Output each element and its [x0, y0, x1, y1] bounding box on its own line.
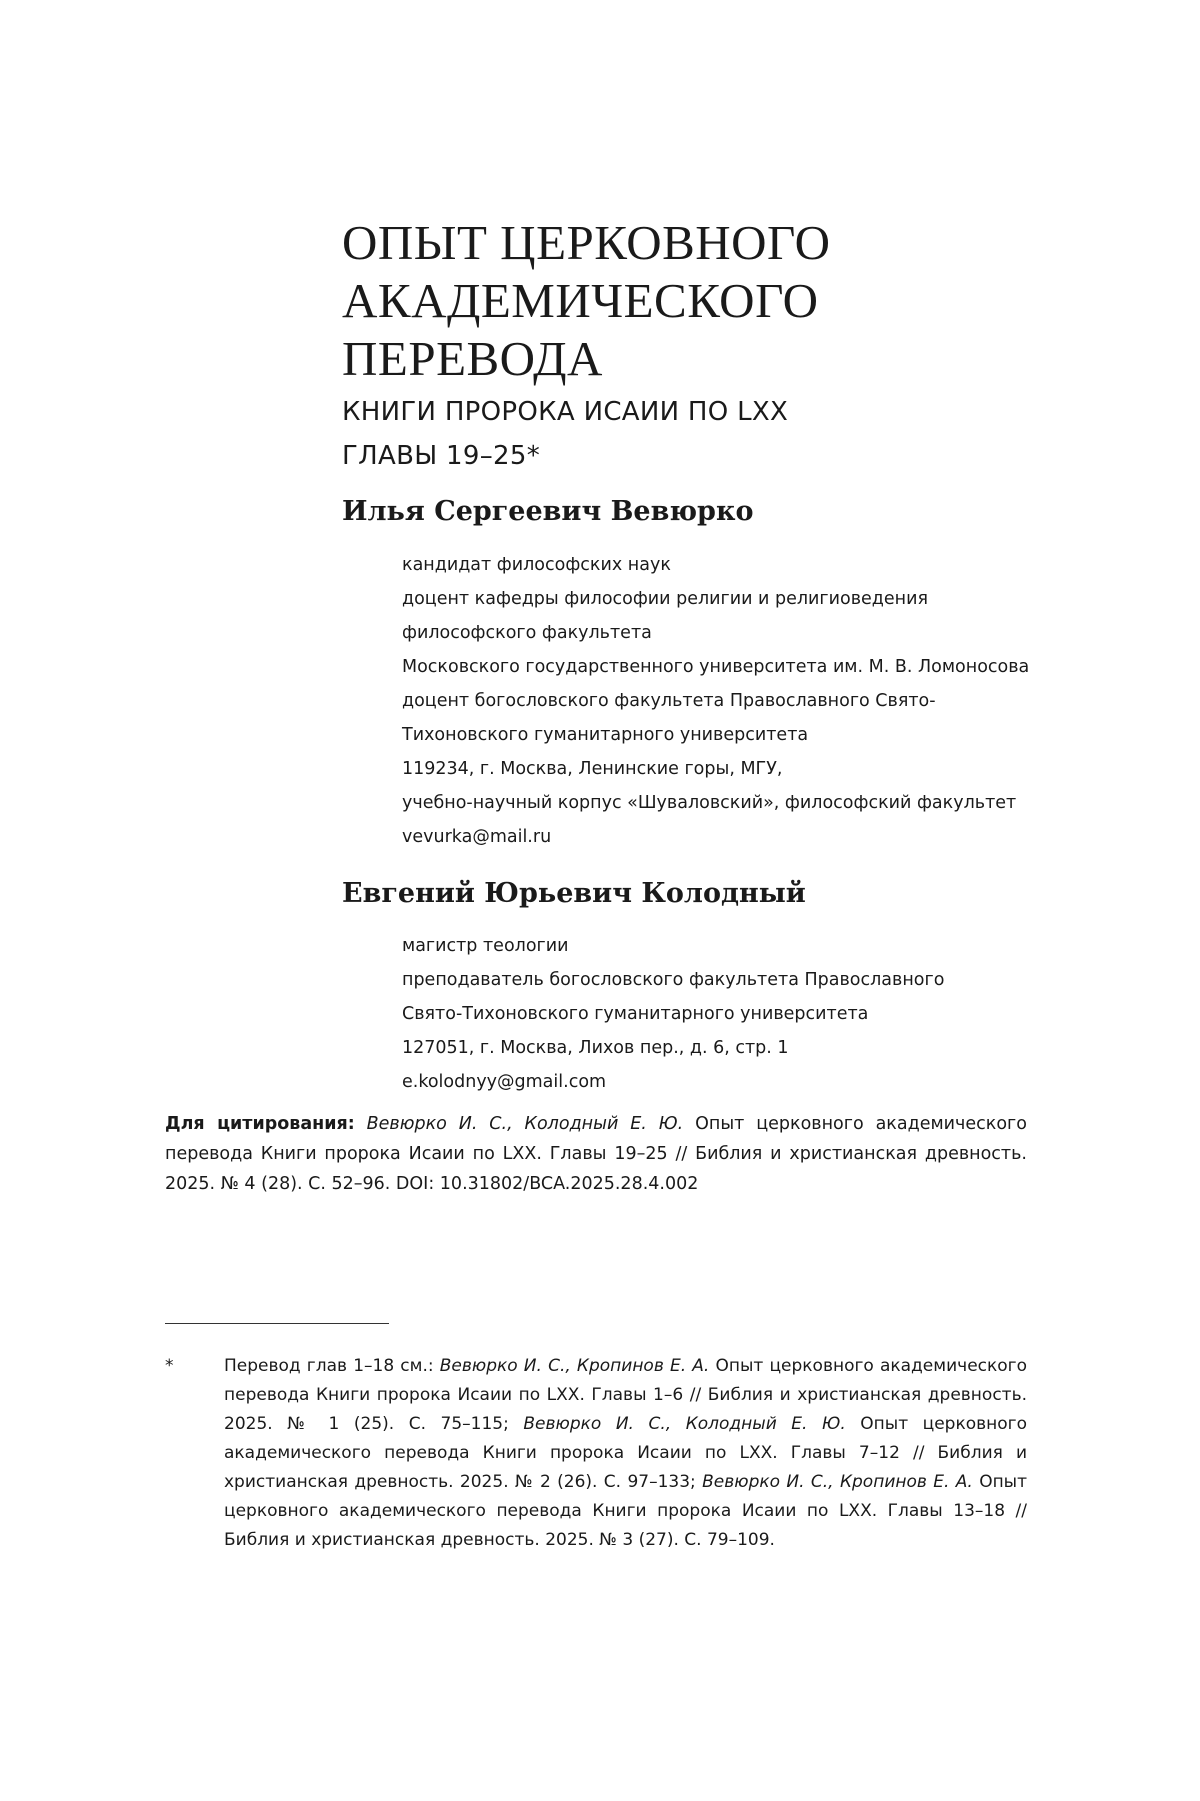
- affiliation-line: преподаватель богословского факультета Православного: [402, 970, 945, 990]
- footnote-ref-authors: Вевюрко И. С., Кропинов Е. А.: [702, 1472, 973, 1492]
- affiliation-line: доцент богословского факультета Православного Свято-: [402, 691, 936, 711]
- footnote-lead: Перевод глав 1–18 см.:: [224, 1356, 434, 1376]
- article-title-line: ПЕРЕВОДА: [342, 331, 603, 386]
- affiliation-line: 127051, г. Москва, Лихов пер., д. 6, стр. 1: [402, 1038, 789, 1058]
- author-name: Евгений Юрьевич Колодный: [342, 878, 806, 909]
- footnote-ref-text: Опыт церковного академического перевода Книги пророка Исаии по LXX. Главы 1–6 // Библия и христианская древность. 2025. № 1 (25). С. 75–115;: [224, 1356, 1027, 1434]
- footnote: [165, 1352, 1027, 1555]
- affiliation-line: кандидат философских наук: [402, 555, 671, 575]
- citation-label: Для цитирования:: [165, 1114, 355, 1134]
- footnote-divider: [165, 1323, 389, 1324]
- affiliation-line: 119234, г. Москва, Ленинские горы, МГУ,: [402, 759, 783, 779]
- affiliation-line: Тихоновского гуманитарного университета: [402, 725, 809, 745]
- footnote-text: [224, 1352, 1027, 1555]
- citation-authors: Вевюрко И. С., Колодный Е. Ю.: [366, 1114, 684, 1134]
- article-subtitle-line: ГЛАВЫ 19–25*: [342, 441, 541, 471]
- affiliation-line: доцент кафедры философии религии и религиоведения: [402, 589, 928, 609]
- affiliation-line: магистр теологии: [402, 936, 569, 956]
- footnote-ref-text: Опыт церковного академического перевода Книги пророка Исаии по LXX. Главы 7–12 // Библия и христианская древность. 2025. № 2 (26). С. 97–133;: [224, 1414, 1028, 1492]
- author-affiliation: [402, 548, 1102, 854]
- footnote-ref-authors: Вевюрко И. С., Кропинов Е. А.: [439, 1356, 710, 1376]
- affiliation-line: Свято-Тихоновского гуманитарного университета: [402, 1004, 869, 1024]
- author-email: e.kolodnyy@gmail.com: [402, 1072, 607, 1092]
- author-email: vevurka@mail.ru: [402, 827, 552, 847]
- citation-block: [165, 1109, 1027, 1199]
- author-name: Илья Сергеевич Вевюрко: [342, 496, 754, 527]
- affiliation-line: Московского государственного университета им. М. В. Ломоносова: [402, 657, 1030, 677]
- affiliation-line: учебно-научный корпус «Шуваловский», философский факультет: [402, 793, 1017, 813]
- footnote-ref-text: Опыт церковного академического перевода Книги пророка Исаии по LXX. Главы 13–18 // Библия и христианская древность. 2025. № 3 (27). С. 79–109.: [224, 1472, 1028, 1550]
- author-affiliation: [402, 929, 1102, 1099]
- footnote-marker: *: [165, 1356, 174, 1376]
- article-subtitle-line: КНИГИ ПРОРОКА ИСАИИ ПО LXX: [342, 397, 789, 427]
- footnote-ref-authors: Вевюрко И. С., Колодный Е. Ю.: [523, 1414, 846, 1434]
- article-title-block: [342, 214, 1102, 478]
- citation-text: Опыт церковного академического перевода Книги пророка Исаии по LXX. Главы 19–25 // Библия и христианская древность. 2025. № 4 (28). С. 52–96. DOI: 10.31802/BCA.2025.28.4.002: [165, 1114, 1027, 1194]
- article-title-line: ОПЫТ ЦЕРКОВНОГО: [342, 215, 831, 270]
- affiliation-line: философского факультета: [402, 623, 652, 643]
- article-title-line: АКАДЕМИЧЕСКОГО: [342, 273, 819, 328]
